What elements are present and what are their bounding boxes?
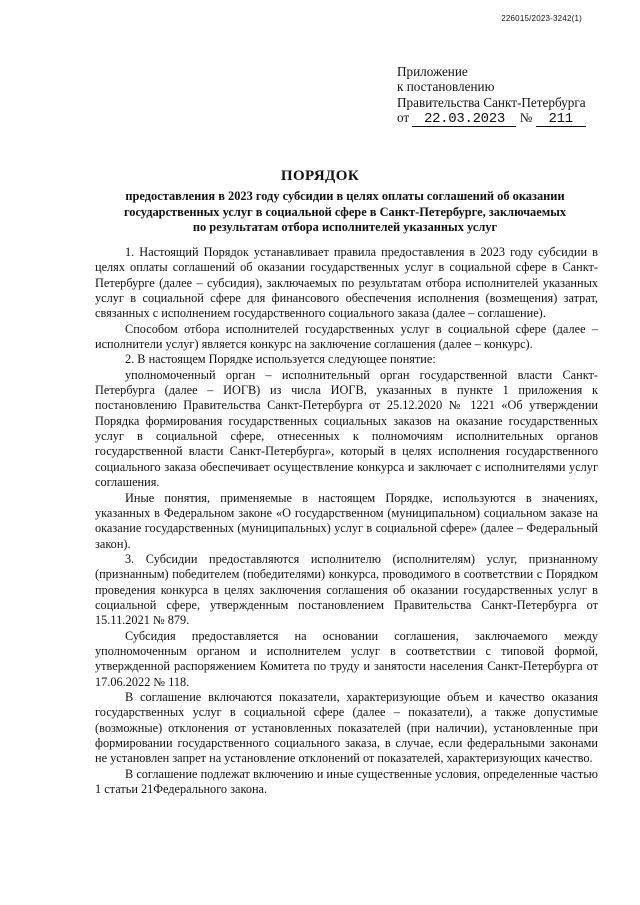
date-prefix: от bbox=[397, 110, 410, 126]
resolution-number: 211 bbox=[536, 113, 586, 127]
paragraph-1: 1. Настоящий Порядок устанавливает правила предоставления в 2023 году субсидии в целях оплаты соглашений об оказании государственных услуг в социальной сфере в Санкт-Петербурге (далее – субсидия), заключаемых по результатам отбора исполнителей указанных услуг в социальной сфере для финансового обеспечения исполнения (возмещения) затрат, связанных с исполнением государственного социального заказа (далее – соглашение). bbox=[95, 245, 598, 321]
paragraph-subsidy-basis: Субсидия предоставляется на основании соглашения, заключаемого между уполномоченным органом и исполнителем услуг в соответствии с типовой формой, утвержденной распоряжением Комитета по труду и занятости населения Санкт-Петербурга от 17.06.2022 № 118. bbox=[95, 628, 598, 689]
paragraph-other-terms: Иные понятия, применяемые в настоящем Порядке, используются в значениях, указанных в Федеральном законе «О государственном (муниципальном) социальном заказе на оказание государственных (муниципальных) услуг в социальной сфере» (далее – Федеральный закон). bbox=[95, 490, 598, 551]
resolution-date: 22.03.2023 bbox=[412, 113, 516, 127]
paragraph-2: 2. В настоящем Порядке используется следующее понятие: bbox=[125, 352, 436, 367]
appendix-line-1: Приложение bbox=[397, 64, 468, 79]
appendix-line-2: к постановлению bbox=[397, 79, 495, 95]
appendix-line-3: Правительства Санкт-Петербурга bbox=[397, 94, 586, 110]
document-body bbox=[95, 245, 598, 797]
paragraph-definition: уполномоченный орган – исполнительный орган государственной власти Санкт-Петербурга (далее – ИОГВ) из числа ИОГВ, указанных в пункте 1 приложения к постановлению Правительства Санкт-Петербурга от 25.12.2020 № 1221 «Об утверждении Порядка формирования государственных социальных заказов на оказание государственных услуг в социальной сфере, отнесенных к полномочиям исполнительных органов государственной власти Санкт-Петербурга», который в целях исполнения государственного социального заказа обеспечивает осуществление конкурса и заключает с исполнителями услуг соглашения. bbox=[95, 367, 598, 490]
document-subtitle bbox=[95, 189, 595, 236]
document-registration-number: 226015/2023-3242(1) bbox=[501, 14, 582, 23]
paragraph-selection-method: Способом отбора исполнителей государственных услуг в социальной сфере (далее – исполнители услуг) является конкурс на заключение соглашения (далее – конкурс). bbox=[95, 321, 598, 352]
paragraph-indicators: В соглашение включаются показатели, характеризующие объем и качество оказания государственных услуг в социальной сфере (далее – показатели), а также допустимые (возможные) отклонения от установленных показателей (при наличии), установленные при формировании государственного социального заказа, в случае, если федеральными законами не установлен запрет на установление отклонений от показателей, характеризующих качество. bbox=[95, 689, 598, 766]
paragraph-3: 3. Субсидии предоставляются исполнителю (исполнителям) услуг, признанному (признанным) победителем (победителями) конкурса, проводимого в соответствии с Порядком проведения конкурса в целях заключения соглашения об оказании государственных услуг в социальной сфере, утвержденным постановлением Правительства Санкт-Петербурга от 15.11.2021 № 879. bbox=[95, 551, 598, 628]
appendix-block bbox=[397, 64, 586, 127]
appendix-date-line bbox=[397, 110, 586, 127]
paragraph-essential-terms: В соглашение подлежат включению и иные существенные условия, определенные частью 1 статьи 21Федерального закона. bbox=[95, 766, 598, 797]
subtitle-line: предоставления в 2023 году субсидии в целях оплаты соглашений об оказании bbox=[125, 189, 565, 203]
number-prefix: № bbox=[519, 110, 533, 126]
subtitle-line: государственных услуг в социальной сфере в Санкт-Петербурге, заключаемых bbox=[123, 204, 567, 219]
subtitle-line: по результатам отбора исполнителей указанных услуг bbox=[192, 220, 498, 234]
document-title: ПОРЯДОК bbox=[280, 168, 360, 184]
